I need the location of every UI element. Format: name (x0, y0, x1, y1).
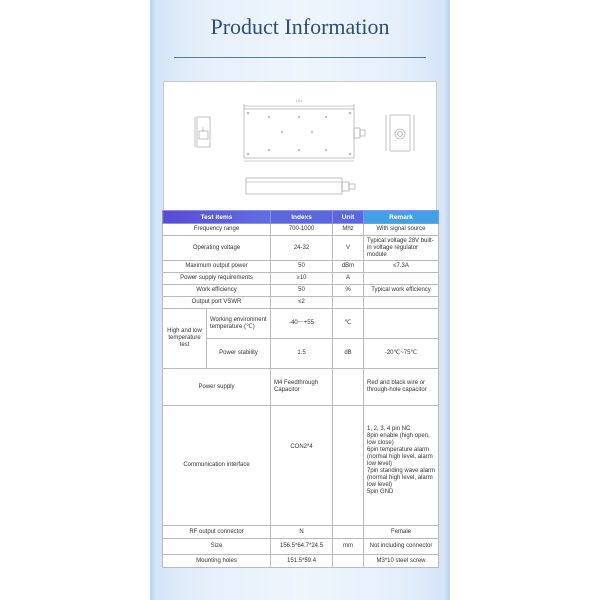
spec-table (162, 210, 439, 568)
row-unit: Mhz (333, 224, 364, 236)
table-row (163, 285, 439, 297)
row-index: M4 Feedthrough Capacitor (271, 369, 333, 406)
row-remark: M3*10 steel screw (364, 555, 439, 568)
table-row (163, 236, 439, 261)
row-remark: Red and black wire or through-hole capacitor (364, 369, 439, 406)
row-index: CON2*4 (271, 406, 333, 526)
row-unit: dBm (333, 261, 364, 273)
row-item: Frequency range (163, 224, 271, 236)
header-indexs: Indexs (271, 211, 333, 224)
table-row (163, 261, 439, 273)
row-unit: ℃ (333, 309, 364, 339)
row-remark: Not including connector (364, 539, 439, 555)
row-item: Mounting holes (163, 555, 271, 568)
row-remark (364, 297, 439, 309)
row-subitem: Working environment temperature (℃) (207, 309, 271, 339)
table-row (163, 526, 439, 539)
row-unit (333, 369, 364, 406)
title-divider (174, 57, 426, 58)
table-row (163, 369, 439, 406)
row-unit (333, 406, 364, 526)
row-index: 151.5*59.4 (271, 555, 333, 568)
row-unit: A (333, 273, 364, 285)
table-row (163, 297, 439, 309)
row-item: Work efficiency (163, 285, 271, 297)
table-row (163, 224, 439, 236)
row-unit (333, 555, 364, 568)
row-remark (364, 273, 439, 285)
table-header-row (163, 211, 439, 224)
header-unit: Unit (333, 211, 364, 224)
row-index: ≥10 (271, 273, 333, 285)
dimension-label: 151 (295, 98, 303, 103)
row-index: 50 (271, 285, 333, 297)
row-index: N (271, 526, 333, 539)
row-index: 24-32 (271, 236, 333, 261)
panel-edge-right (444, 0, 450, 600)
row-remark: Female (364, 526, 439, 539)
row-unit (333, 297, 364, 309)
table-row (163, 406, 439, 526)
row-unit: dB (333, 339, 364, 369)
row-item: Communication interface (163, 406, 271, 526)
bottom-view-body (246, 178, 342, 194)
row-unit: mm (333, 539, 364, 555)
row-remark: With signal source (364, 224, 439, 236)
row-index: 156.5*64.7*24.5 (271, 539, 333, 555)
table-row (163, 273, 439, 285)
row-index: 1.5 (271, 339, 333, 369)
technical-drawing (163, 81, 437, 211)
row-index: 50 (271, 261, 333, 273)
row-remark: -20℃~75℃ (364, 339, 439, 369)
row-remark: Typical work efficiency (364, 285, 439, 297)
side-view-port (199, 131, 208, 139)
header-remark: Remark (364, 211, 439, 224)
row-item: Output port VSWR (163, 297, 271, 309)
row-remark: Typical voltage 28V built-in voltage regulator module (364, 236, 439, 261)
row-subitem: Power stability (207, 339, 271, 369)
header-test-items: Test items (163, 211, 271, 224)
table-row (163, 539, 439, 555)
row-remark: ≤7.3A (364, 261, 439, 273)
row-unit (333, 526, 364, 539)
row-item: Operating voltage (163, 236, 271, 261)
row-index: 700-1000 (271, 224, 333, 236)
drawing-svg (164, 82, 438, 212)
row-remark (364, 309, 439, 339)
row-index: ≤2 (271, 297, 333, 309)
row-item: Power supply requirements (163, 273, 271, 285)
row-item: Size (163, 539, 271, 555)
end-view-body (390, 115, 410, 151)
table-row (163, 309, 439, 339)
row-index: -40～+55 (271, 309, 333, 339)
page-title: Product Information (210, 14, 390, 39)
row-unit: V (333, 236, 364, 261)
table-row (163, 555, 439, 568)
row-item: RF output connector (163, 526, 271, 539)
row-item: Maximum output power (163, 261, 271, 273)
panel-edge-left (150, 0, 156, 600)
row-item: Power supply (163, 369, 271, 406)
row-item-group: High and low temperature test (163, 309, 207, 369)
row-remark: 1, 2, 3, 4 pin NC 8pin enable (high open, low close) 6pin temperature alarm (normal high level, alarm low level) 7pin standing wave alarm (normal high level, alarm low level) 5pin GND (364, 406, 439, 526)
row-unit: % (333, 285, 364, 297)
